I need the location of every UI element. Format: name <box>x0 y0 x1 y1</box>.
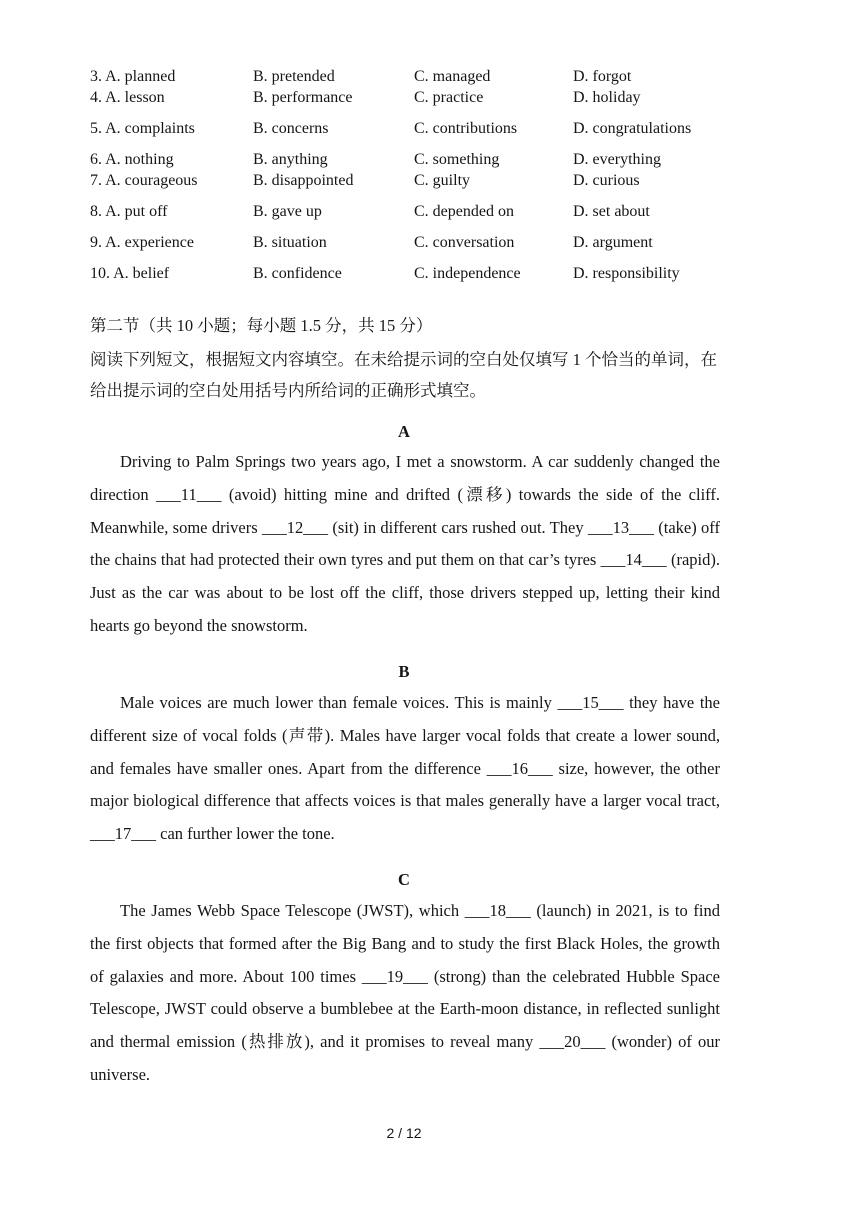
option-b: B. disappointed <box>253 172 354 189</box>
page-number: 2 / 12 <box>386 1125 422 1141</box>
options-row-3 <box>90 66 730 87</box>
section-heading: 第二节（共 10 小题；每小题 1.5 分，共 15 分） <box>90 316 433 335</box>
option-c: C. depended on <box>414 203 514 220</box>
options-row-4 <box>90 87 730 108</box>
options-row-8 <box>90 201 730 222</box>
option-a: 8. A. put off <box>90 203 168 220</box>
option-d: D. argument <box>573 234 653 251</box>
option-d: D. responsibility <box>573 265 680 282</box>
option-a: 4. A. lesson <box>90 89 165 106</box>
section-instructions: 阅读下列短文，根据短文内容填空。在未给提示词的空白处仅填写 1 个恰当的单词，在给出提示词的空白处用括号内所给词的正确形式填空。 <box>90 350 717 400</box>
options-row-10 <box>90 263 730 284</box>
passage-b-label: B <box>398 662 410 681</box>
option-c: C. contributions <box>414 120 518 137</box>
option-b: B. pretended <box>253 68 335 85</box>
option-b: B. situation <box>253 234 327 251</box>
option-a: 9. A. experience <box>90 234 194 251</box>
option-a: 6. A. nothing <box>90 151 174 168</box>
options-row-7 <box>90 170 730 191</box>
option-c: C. conversation <box>414 234 515 251</box>
option-d: D. holiday <box>573 89 641 106</box>
option-b: B. anything <box>253 151 328 168</box>
options-row-6 <box>90 149 730 170</box>
option-d: D. curious <box>573 172 640 189</box>
option-b: B. performance <box>253 89 353 106</box>
option-b: B. gave up <box>253 203 322 220</box>
passage-b-text: Male voices are much lower than female voices. This is mainly ___15___ they have the different size of vocal folds (声带). Males have larger vocal folds that create a lower sound, and females have smaller ones. Apart from the difference ___16___ size, however, the other major biological difference that affects voices is that males generally have a larger vocal tract, ___17___ can further lower the tone. <box>90 693 720 844</box>
options-row-9 <box>90 232 730 253</box>
option-a: 3. A. planned <box>90 68 176 85</box>
option-d: D. set about <box>573 203 650 220</box>
option-b: B. confidence <box>253 265 342 282</box>
option-a: 7. A. courageous <box>90 172 198 189</box>
options-row-5 <box>90 118 730 139</box>
option-c: C. guilty <box>414 172 471 189</box>
option-a: 10. A. belief <box>90 265 170 282</box>
option-c: C. independence <box>414 265 521 282</box>
option-d: D. congratulations <box>573 120 692 137</box>
option-c: C. something <box>414 151 500 168</box>
passage-c-text: The James Webb Space Telescope (JWST), which ___18___ (launch) in 2021, is to find the first objects that formed after the Big Bang and to study the first Black Holes, the growth of galaxies and more. About 100 times ___19___ (strong) than the celebrated Hubble Space Telescope, JWST could observe a bumblebee at the Earth-moon distance, in reflected sunlight and thermal emission (热排放), and it promises to reveal many ___20___ (wonder) of our universe. <box>90 901 720 1084</box>
option-b: B. concerns <box>253 120 329 137</box>
passage-c-label: C <box>398 870 410 889</box>
option-c: C. managed <box>414 68 491 85</box>
option-c: C. practice <box>414 89 484 106</box>
option-a: 5. A. complaints <box>90 120 195 137</box>
passage-a-label: A <box>398 422 410 441</box>
option-d: D. everything <box>573 151 661 168</box>
option-d: D. forgot <box>573 68 632 85</box>
passage-a-text: Driving to Palm Springs two years ago, I met a snowstorm. A car suddenly changed the direction ___11___ (avoid) hitting mine and drifted (漂移) towards the side of the cliff. Meanwhile, some drivers ___12___ (sit) in different cars rushed out. They ___13___ (take) off the chains that had protected their own tyres and put them on that car’s tyres ___14___ (rapid). Just as the car was about to be lost off the cliff, those drivers stepped up, letting their kind hearts go beyond the snowstorm. <box>90 452 720 635</box>
answer-options <box>90 66 730 282</box>
